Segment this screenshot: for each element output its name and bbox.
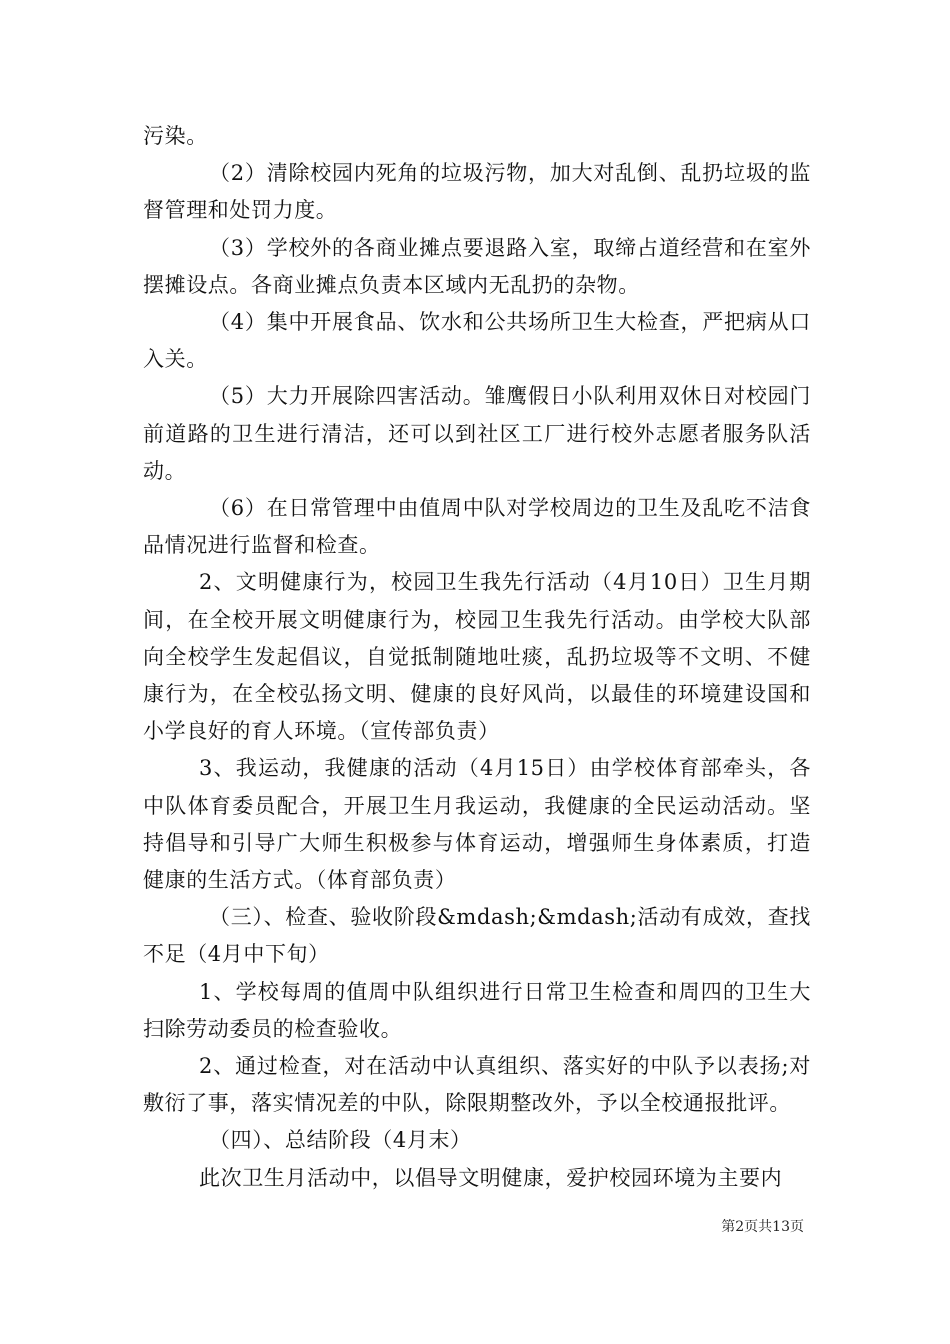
paragraph-inspection-2: 2、通过检查，对在活动中认真组织、落实好的中队予以表扬;对敷衍了事，落实情况差的中队，除限期整改外，予以全校通报批评。 [143, 1054, 811, 1116]
paragraph-section-2: 2、文明健康行为，校园卫生我先行活动（4月10日）卫生月期间，在全校开展文明健康行为，校园卫生我先行活动。由学校大队部向全校学生发起倡议，自觉抵制随地吐痰，乱扔垃圾等不文明、不健康行为，在全校弘扬文明、健康的良好风尚，以最佳的环境建设国和小学良好的育人环境。（宣传部负责） [143, 570, 811, 744]
document-body [143, 118, 811, 1197]
paragraph-item-6: （6）在日常管理中由值周中队对学校周边的卫生及乱吃不洁食品情况进行监督和检查。 [143, 496, 811, 558]
page-number: 第2页共13页 [721, 1219, 804, 1235]
paragraph-inspection-1: 1、学校每周的值周中队组织进行日常卫生检查和周四的卫生大扫除劳动委员的检查验收。 [143, 979, 811, 1041]
paragraph-item-4: （4）集中开展食品、饮水和公共场所卫生大检查，严把病从口入关。 [143, 310, 811, 372]
paragraph-section-3: 3、我运动，我健康的活动（4月15日）由学校体育部牵头，各中队体育委员配合，开展卫生月我运动，我健康的全民运动活动。坚持倡导和引导广大师生积极参与体育运动，增强师生身体素质，打造健康的生活方式。（体育部负责） [143, 756, 811, 893]
heading-summary-stage: （四）、总结阶段（4月末） [209, 1128, 472, 1153]
heading-inspection-stage: （三）、检查、验收阶段&mdash;&mdash;活动有成效，查找不足（4月中下旬） [143, 905, 811, 967]
paragraph-item-2: （2）清除校园内死角的垃圾污物，加大对乱倒、乱扔垃圾的监督管理和处罚力度。 [143, 161, 811, 223]
paragraph-pollution-end: 污染。 [143, 124, 208, 148]
paragraph-summary: 此次卫生月活动中，以倡导文明健康，爱护校园环境为主要内 [199, 1165, 783, 1190]
paragraph-item-3: （3）学校外的各商业摊点要退路入室，取缔占道经营和在室外摆摊设点。各商业摊点负责本区域内无乱扔的杂物。 [143, 235, 811, 297]
paragraph-item-5: （5）大力开展除四害活动。雏鹰假日小队利用双休日对校园门前道路的卫生进行清洁，还可以到社区工厂进行校外志愿者服务队活动。 [143, 384, 811, 483]
